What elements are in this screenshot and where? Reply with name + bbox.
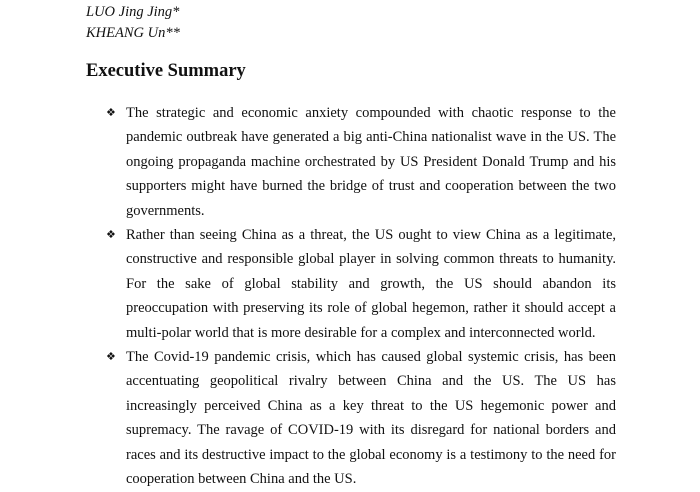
section-heading: Executive Summary — [86, 61, 246, 81]
author-name: KHEANG Un** — [86, 25, 180, 41]
author-list — [86, 2, 180, 44]
diamond-bullet-icon: ❖ — [106, 228, 116, 242]
diamond-bullet-icon: ❖ — [106, 106, 116, 119]
diamond-bullet-icon: ❖ — [106, 350, 116, 364]
bullet-list — [106, 101, 616, 492]
bullet-text: The Covid-19 pandemic crisis, which has caused global systemic crisis, has been accentuating geopolitical rivalry between China and the US. The US has increasingly perceived China as a key threat to the US hegemonic power and supremacy. The ravage of COVID-19 with its disregard for national borders and races and its destructive impact to the global economy is a testimony to the need for cooperation between China and the US. — [126, 349, 616, 488]
bullet-item — [106, 101, 616, 223]
bullet-text: The strategic and economic anxiety compounded with chaotic response to the pandemic outbreak have generated a big anti-China nationalist wave in the US. The ongoing propaganda machine orchestrated by US President Donald Trump and his supporters might have burned the bridge of trust and cooperation between the two governments. — [126, 105, 616, 219]
bullet-item — [106, 223, 616, 345]
bullet-text: Rather than seeing China as a threat, the US ought to view China as a legitimate, constructive and responsible global player in solving common threats to humanity. For the sake of global stability and growth, the US should abandon its preoccupation with preserving its role of global hegemon, rather it should accept a multi-polar world that is more desirable for a complex and interconnected world. — [126, 227, 616, 341]
bullet-item — [106, 345, 616, 491]
author-name: LUO Jing Jing* — [86, 4, 180, 20]
